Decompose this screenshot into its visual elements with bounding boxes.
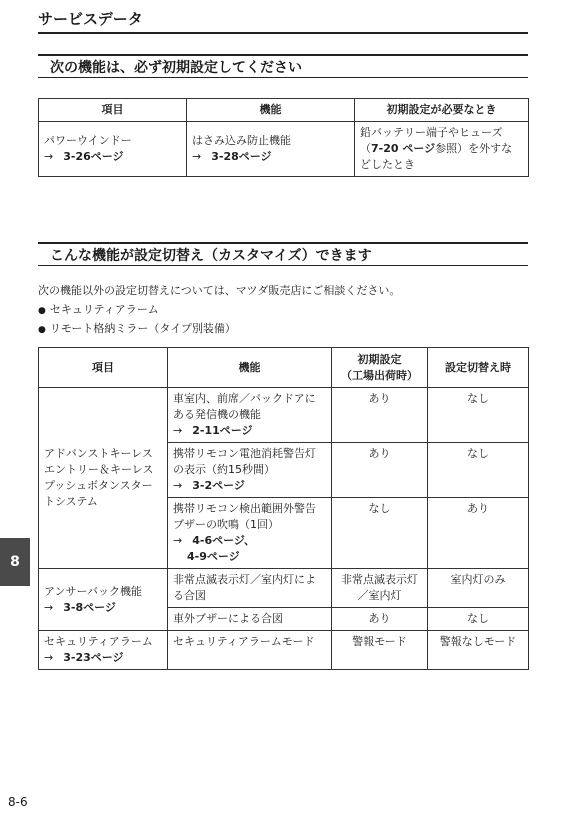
page-reference-link[interactable]: 3-28ページ xyxy=(211,150,272,163)
function-name: 車室内、前席／バックドアにある発信機の機能 xyxy=(173,392,316,421)
cell-item: アドバンストキーレスエントリー＆キーレスプッシュボタンスタートシステム xyxy=(39,388,168,569)
item-name: アンサーバック機能 xyxy=(44,584,143,598)
cell-initial: あり xyxy=(332,608,428,631)
arrow-icon: → xyxy=(192,150,202,163)
cell-initial: 警報モード xyxy=(332,631,428,670)
table-row xyxy=(39,122,529,177)
arrow-icon: → xyxy=(173,479,183,492)
cell-switch: 警報なしモード xyxy=(428,631,529,670)
page-number: 8-6 xyxy=(8,795,28,809)
header-function: 機能 xyxy=(168,348,332,388)
intro-text: 次の機能以外の設定切替えについては、マツダ販売店にご相談ください。 xyxy=(38,284,401,297)
customize-table xyxy=(38,347,529,670)
cell-function xyxy=(168,443,332,498)
header-initial xyxy=(332,348,428,388)
when-text: 鉛バッテリー端子やヒューズ（ xyxy=(360,126,503,155)
page-reference-link[interactable]: 7-20 ページ xyxy=(371,142,436,155)
header-switch: 設定切替え時 xyxy=(428,348,529,388)
function-name: はさみ込み防止機能 xyxy=(192,134,291,147)
function-name: 携帯リモコン検出範囲外警告ブザーの吹鳴（1回） xyxy=(173,502,316,531)
chapter-tab: 8 xyxy=(0,538,30,586)
table-header-row xyxy=(39,348,529,388)
cell-function: 車外ブザーによる合図 xyxy=(168,608,332,631)
arrow-icon: → xyxy=(44,150,54,163)
arrow-icon: → xyxy=(173,424,183,437)
page-reference-link[interactable]: 2-11ページ xyxy=(192,424,253,437)
table-header-row xyxy=(39,99,529,122)
page-reference-link[interactable]: 3-8ページ xyxy=(63,600,116,614)
list-item: ● リモート格納ミラー（タイプ別装備） xyxy=(38,320,236,339)
header-item: 項目 xyxy=(39,99,187,122)
page-reference-link[interactable]: 4-6ページ、 xyxy=(192,534,255,547)
section-heading-customize: こんな機能が設定切替え（カスタマイズ）できます xyxy=(38,242,528,266)
table-row xyxy=(39,388,529,443)
item-name: セキュリティアラーム xyxy=(44,635,153,648)
arrow-icon: → xyxy=(44,651,54,664)
section-heading-initial-setup: 次の機能は、必ず初期設定してください xyxy=(38,54,528,78)
page-reference-link[interactable]: 3-2ページ xyxy=(192,479,245,492)
bullet-list xyxy=(38,301,236,339)
arrow-icon: → xyxy=(44,600,54,614)
cell-switch: あり xyxy=(428,498,529,569)
cell-initial: あり xyxy=(332,443,428,498)
cell-when xyxy=(355,122,529,177)
page-title: サービスデータ xyxy=(38,9,528,34)
list-item: ● セキュリティアラーム xyxy=(38,301,236,320)
cell-function xyxy=(187,122,355,177)
cell-function: セキュリティアラームモード xyxy=(168,631,332,670)
cell-switch: なし xyxy=(428,388,529,443)
header-initial-line1: 初期設定 xyxy=(357,352,402,366)
cell-item xyxy=(39,631,168,670)
cell-item xyxy=(39,569,168,631)
cell-initial: なし xyxy=(332,498,428,569)
header-function: 機能 xyxy=(187,99,355,122)
cell-switch: なし xyxy=(428,443,529,498)
table-row xyxy=(39,569,529,608)
cell-switch: 室内灯のみ xyxy=(428,569,529,608)
arrow-icon: → xyxy=(173,534,183,547)
cell-function: 非常点滅表示灯／室内灯による合図 xyxy=(168,569,332,608)
cell-function xyxy=(168,498,332,569)
when-text: 参照）を外すなどしたとき xyxy=(360,142,513,171)
initial-setup-table xyxy=(38,98,529,177)
cell-switch: なし xyxy=(428,608,529,631)
page-reference-link[interactable]: 4-9ページ xyxy=(187,550,240,563)
cell-function xyxy=(168,388,332,443)
header-when: 初期設定が必要なとき xyxy=(355,99,529,122)
table-row xyxy=(39,631,529,670)
header-initial-line2: （工場出荷時） xyxy=(341,368,418,382)
cell-item xyxy=(39,122,187,177)
cell-initial: あり xyxy=(332,388,428,443)
page-reference-link[interactable]: 3-23ページ xyxy=(63,651,124,664)
header-item: 項目 xyxy=(39,348,168,388)
page-reference-link[interactable]: 3-26ページ xyxy=(63,150,124,163)
cell-initial: 非常点滅表示灯／室内灯 xyxy=(332,569,428,608)
function-name: 携帯リモコン電池消耗警告灯の表示（約15秒間） xyxy=(173,447,316,476)
item-name: パワーウインドー xyxy=(44,134,132,147)
